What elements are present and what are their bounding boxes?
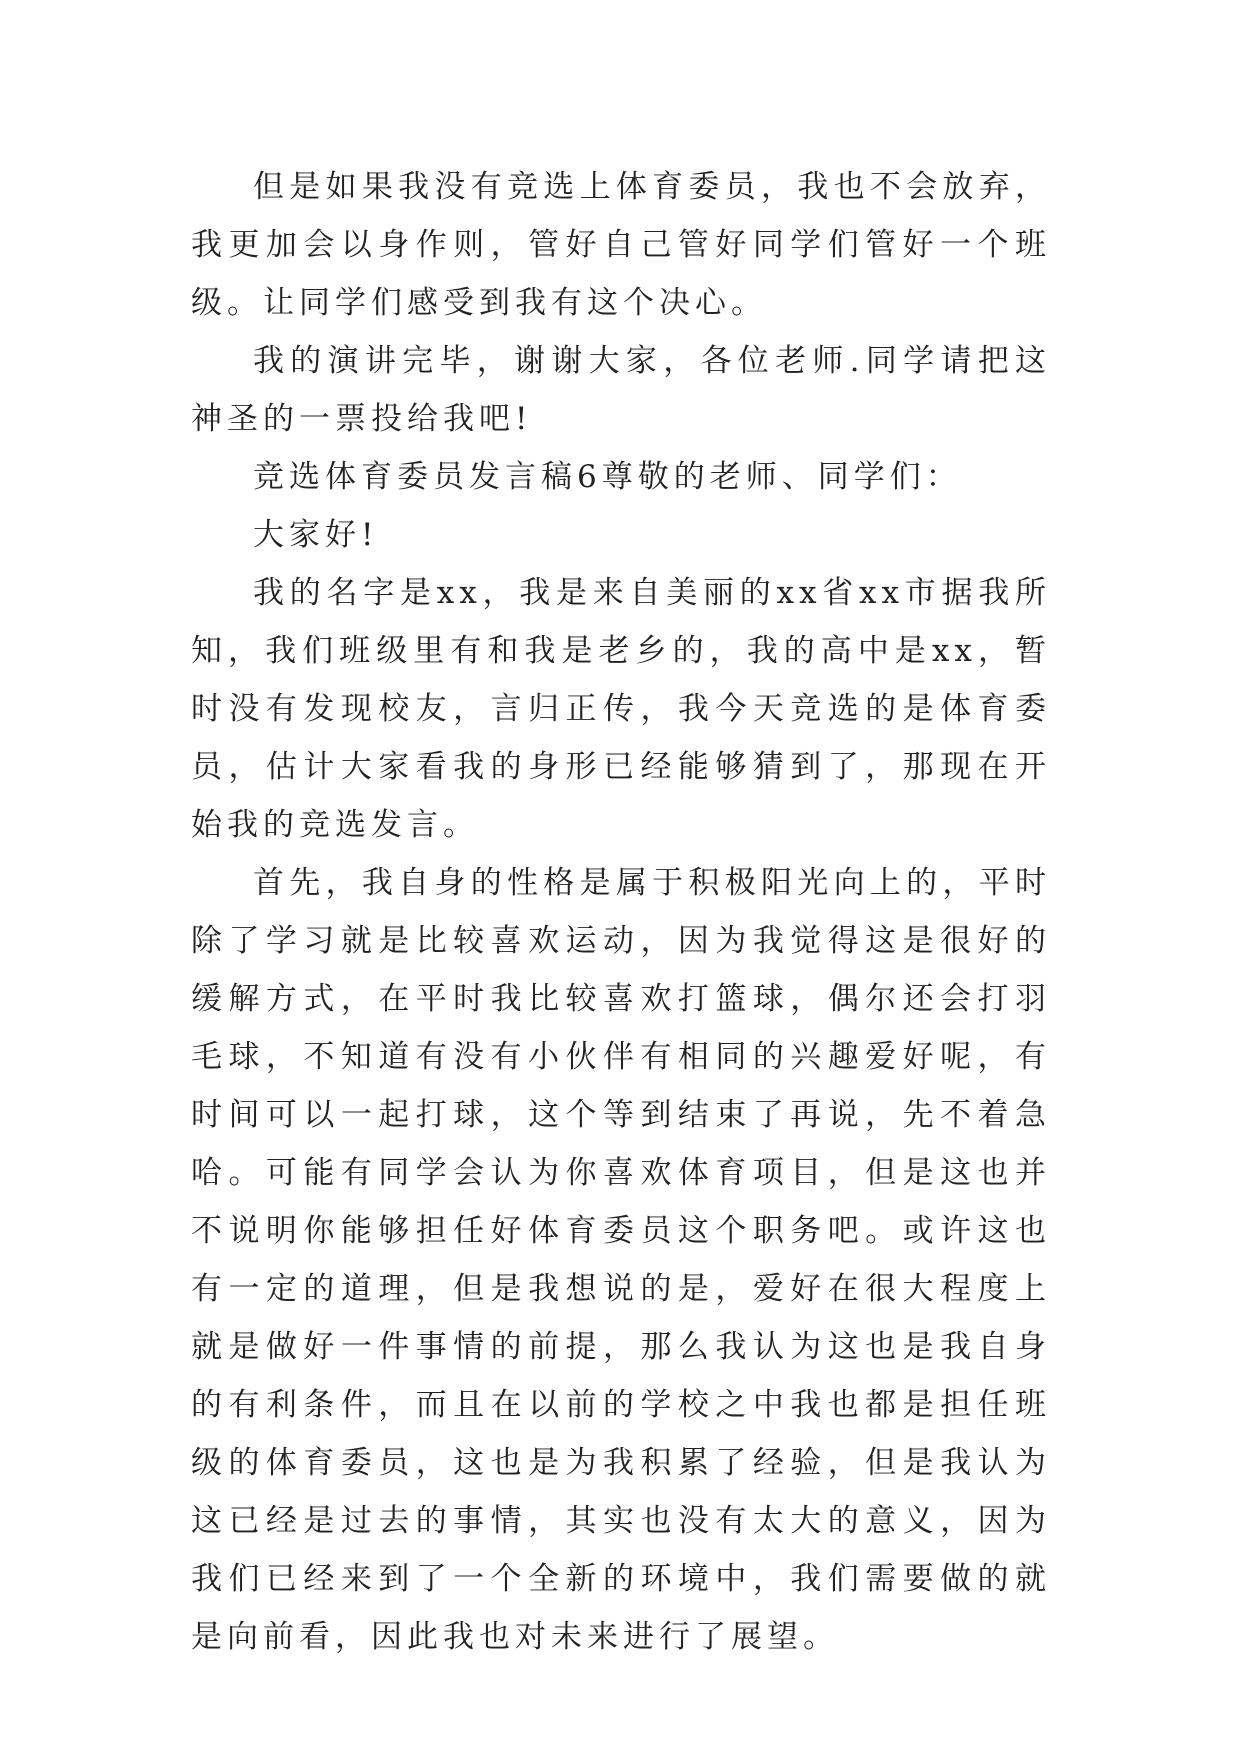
document-body — [191, 158, 1051, 1666]
paragraph-5: 我的名字是xx，我是来自美丽的xx省xx市据我所知，我们班级里有和我是老乡的，我的高中是xx，暂时没有发现校友，言归正传，我今天竞选的是体育委员，估计大家看我的身形已经能够猜到了，那现在开始我的竞选发言。 — [191, 575, 1051, 843]
paragraph-2: 我的演讲完毕，谢谢大家，各位老师.同学请把这神圣的一票投给我吧! — [191, 343, 1051, 437]
paragraph-6: 首先，我自身的性格是属于积极阳光向上的，平时除了学习就是比较喜欢运动，因为我觉得这是很好的缓解方式，在平时我比较喜欢打篮球，偶尔还会打羽毛球，不知道有没有小伙伴有相同的兴趣爱好呢，有时间可以一起打球，这个等到结束了再说，先不着急哈。可能有同学会认为你喜欢体育项目，但是这也并不说明你能够担任好体育委员这个职务吧。或许这也有一定的道理，但是我想说的是，爱好在很大程度上就是做好一件事情的前提，那么我认为这也是我自身的有利条件，而且在以前的学校之中我也都是担任班级的体育委员，这也是为我积累了经验，但是我认为这已经是过去的事情，其实也没有太大的意义，因为我们已经来到了一个全新的环境中，我们需要做的就是向前看，因此我也对未来进行了展望。 — [191, 865, 1051, 1655]
paragraph-4: 大家好! — [253, 517, 379, 553]
paragraph-3: 竞选体育委员发言稿6尊敬的老师、同学们： — [253, 459, 962, 495]
paragraph-1: 但是如果我没有竞选上体育委员，我也不会放弃，我更加会以身作则，管好自己管好同学们管好一个班级。让同学们感受到我有这个决心。 — [191, 169, 1051, 321]
